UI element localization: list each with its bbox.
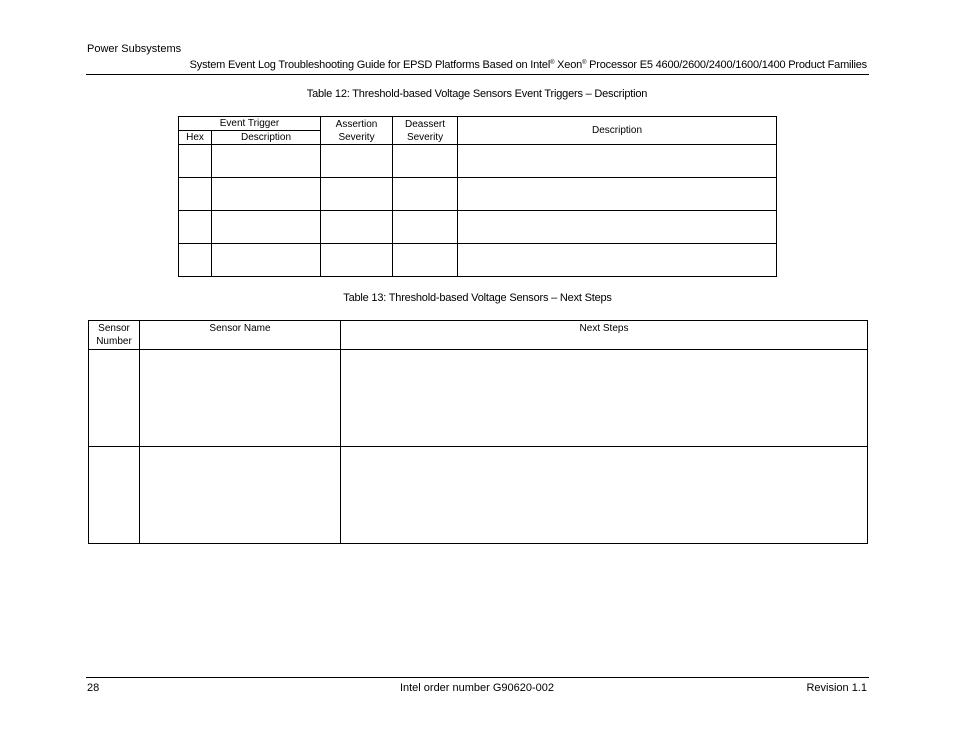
table12-caption: Table 12: Threshold-based Voltage Sensors Event Triggers – Description [306, 88, 648, 100]
header-sensor-name: Sensor Name [140, 321, 341, 350]
footer-rule [86, 677, 869, 678]
header-rule [86, 74, 869, 75]
table-row [179, 244, 777, 277]
next-steps-table [88, 320, 868, 544]
document-title-suffix: Processor E5 4600/2600/2400/1600/1400 Product Families [586, 59, 867, 71]
table-row [179, 211, 777, 244]
table-row [179, 145, 777, 178]
document-title-mid: Xeon [554, 59, 583, 71]
header-assertion-severity: Assertion Severity [321, 117, 393, 145]
registered-mark: ® [582, 60, 587, 66]
registered-mark: ® [550, 60, 555, 66]
table13-caption: Table 13: Threshold-based Voltage Sensors – Next Steps [343, 292, 612, 304]
header-deassert-severity: Deassert Severity [393, 117, 458, 145]
header-hex: Hex [179, 131, 212, 145]
order-number: Intel order number G90620-002 [399, 682, 555, 694]
header-description: Description [458, 117, 777, 145]
header-event-trigger: Event Trigger [179, 117, 321, 131]
page-number: 28 [87, 682, 100, 694]
section-header: Power Subsystems [87, 43, 182, 55]
header-next-steps: Next Steps [341, 321, 868, 350]
table-row [179, 178, 777, 211]
header-sensor-number: Sensor Number [89, 321, 140, 350]
revision: Revision 1.1 [806, 682, 867, 694]
header-trigger-description: Description [212, 131, 321, 145]
table-row [89, 447, 868, 544]
document-title-prefix: System Event Log Troubleshooting Guide for EPSD Platforms Based on Intel [189, 59, 551, 71]
table-row [89, 350, 868, 447]
document-title [190, 59, 867, 71]
event-triggers-table [178, 116, 777, 277]
